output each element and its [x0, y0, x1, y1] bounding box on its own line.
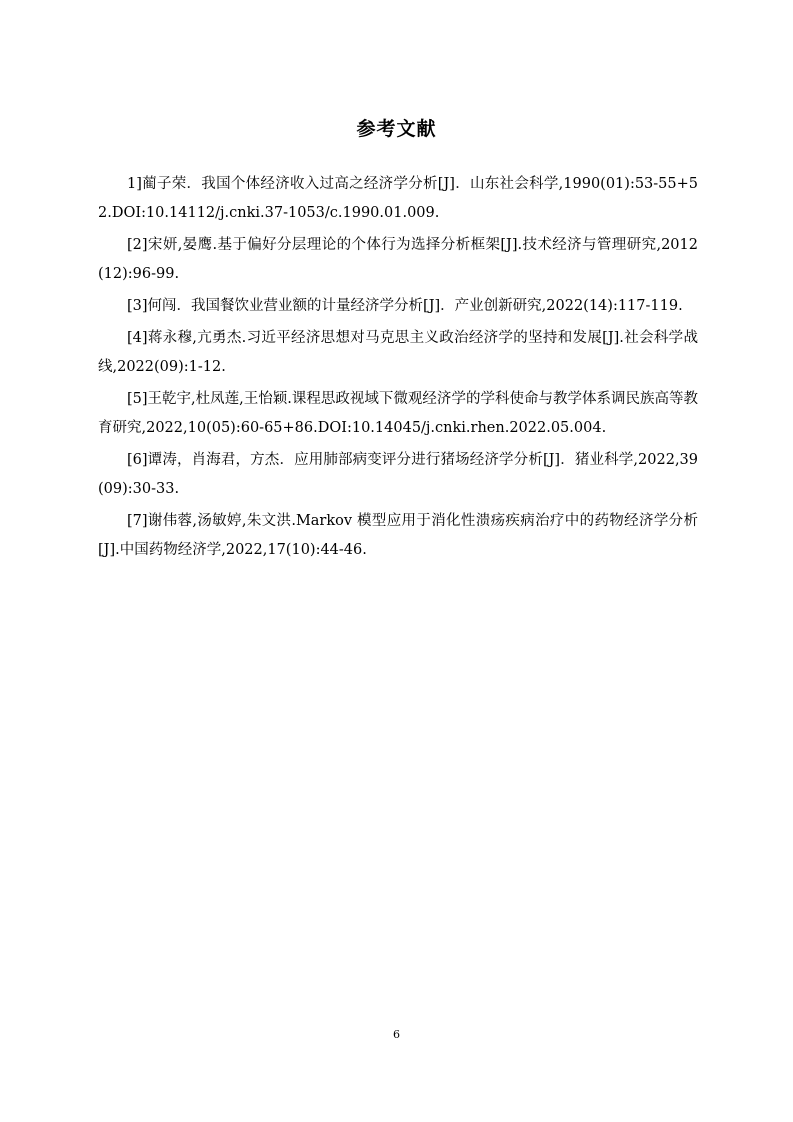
reference-item-7: [7]谢伟蓉,汤敏婷,朱文洪.Markov 模型应用于消化性溃疡疾病治疗中的药物经济学分析[J].中国药物经济学,2022,17(10):44-46. — [98, 513, 698, 558]
page-number: 6 — [393, 1028, 400, 1041]
reference-item-1: 1]蔺子荣．我国个体经济收入过高之经济学分析[J]．山东社会科学,1990(01):53-55+52.DOI:10.14112/j.cnki.37-1053/c.1990.01.009. — [98, 176, 698, 221]
reference-item-5: [5]王乾宇,杜凤莲,王怡颖.课程思政视域下微观经济学的学科使命与教学体系调民族高等教育研究,2022,10(05):60-65+86.DOI:10.14045/j.cnki.rhen.2022.05.004. — [98, 391, 698, 436]
reference-list — [98, 170, 698, 568]
reference-item-3: [3]何闯．我国餐饮业营业额的计量经济学分析[J]．产业创新研究,2022(14):117-119. — [127, 298, 683, 314]
page-title: 参考文献 — [356, 118, 437, 140]
reference-item-6: [6]谭涛，肖海君，方杰．应用肺部病变评分进行猪场经济学分析[J]．猪业科学,2022,39(09):30-33. — [98, 452, 698, 497]
reference-item-4: [4]蒋永穆,亢勇杰.习近平经济思想对马克思主义政治经济学的坚持和发展[J].社会科学战线,2022(09):1-12. — [98, 330, 698, 375]
reference-item-2: [2]宋妍,晏鹰.基于偏好分层理论的个体行为选择分析框架[J].技术经济与管理研究,2012(12):96-99. — [98, 237, 698, 282]
